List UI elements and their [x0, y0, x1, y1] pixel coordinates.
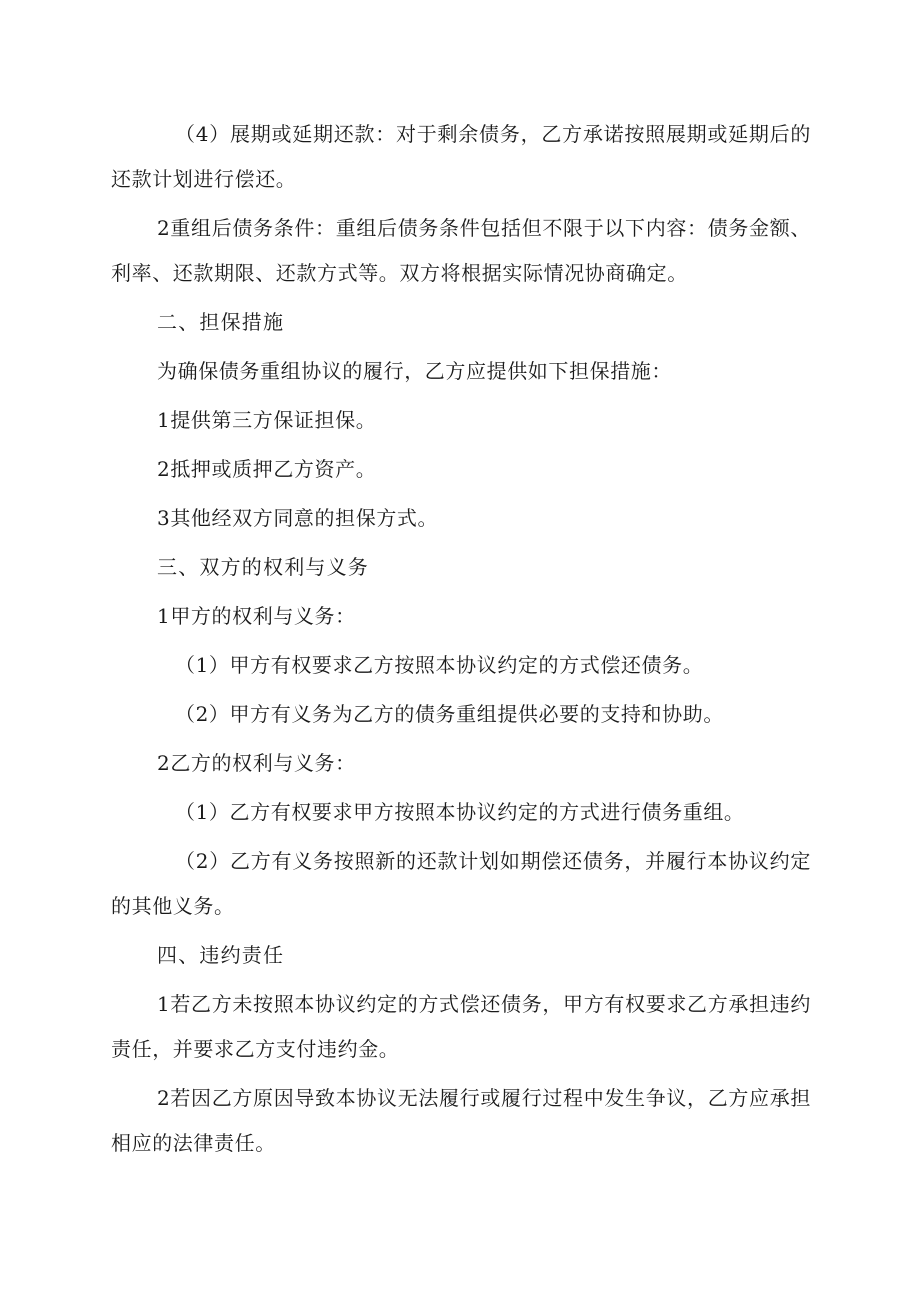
section-heading-breach-liability: 四、违约责任 — [157, 943, 285, 967]
list-item-party-a-obligation: （2）甲方有义务为乙方的债务重组提供必要的支持和协助。 — [175, 702, 724, 726]
list-item-mortgage-pledge: 2抵押或质押乙方资产。 — [157, 457, 377, 481]
paragraph-party-b-rights: 2乙方的权利与义务： — [157, 751, 356, 775]
document-page — [111, 112, 811, 1170]
paragraph-guarantee-intro: 为确保债务重组协议的履行，乙方应提供如下担保措施： — [157, 359, 672, 383]
paragraph-party-a-rights: 1甲方的权利与义务： — [157, 604, 356, 628]
list-item-party-b-obligation: （2）乙方有义务按照新的还款计划如期偿还债务，并履行本协议约定的其他义务。 — [111, 849, 811, 918]
paragraph-breach-legal-liability: 2若因乙方原因导致本协议无法履行或履行过程中发生争议，乙方应承担相应的法律责任。 — [111, 1086, 811, 1155]
list-item-party-a-right: （1）甲方有权要求乙方按照本协议约定的方式偿还债务。 — [175, 653, 704, 677]
paragraph-extension-repayment: （4）展期或延期还款：对于剩余债务，乙方承诺按照展期或延期后的还款计划进行偿还。 — [111, 122, 811, 191]
section-heading-guarantee: 二、担保措施 — [157, 310, 285, 334]
section-heading-rights-obligations: 三、双方的权利与义务 — [157, 555, 369, 579]
list-item-third-party-guarantee: 1提供第三方保证担保。 — [157, 408, 377, 432]
paragraph-restructured-terms: 2重组后债务条件：重组后债务条件包括但不限于以下内容：债务金额、利率、还款期限、还款方式等。双方将根据实际情况协商确定。 — [111, 216, 811, 285]
paragraph-breach-payment: 1若乙方未按照本协议约定的方式偿还债务，甲方有权要求乙方承担违约责任，并要求乙方支付违约金。 — [111, 992, 811, 1061]
list-item-other-guarantee: 3其他经双方同意的担保方式。 — [157, 506, 439, 530]
list-item-party-b-right: （1）乙方有权要求甲方按照本协议约定的方式进行债务重组。 — [175, 800, 745, 824]
